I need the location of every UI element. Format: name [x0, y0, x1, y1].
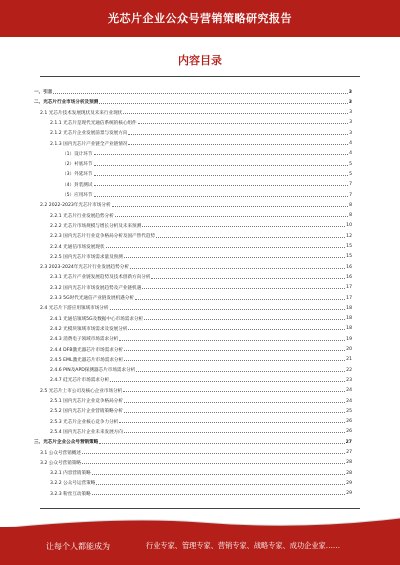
toc-entry-label: 3.2.3 粉丝互动策略: [50, 491, 91, 497]
toc-entry[interactable]: [0, 346, 400, 354]
toc-entry-label: 2.1.3 国内光芯片产业链全产业链情况: [50, 141, 128, 147]
toc-entry-label: 2.2.2 光芯片市场规模与增长分析及未来预测: [50, 223, 142, 229]
toc-entry[interactable]: [0, 376, 400, 384]
toc-leader-dots: [124, 257, 345, 258]
toc-leader-dots: [124, 432, 345, 433]
toc-entry-label: 2.5.4 国内光芯片企业未来发展方向: [50, 429, 123, 435]
toc-entry[interactable]: [0, 356, 400, 364]
toc-entry-page: 27: [346, 450, 352, 455]
toc-entry-label: 2.2.1 光芯片行业发展趋势分析: [50, 213, 114, 219]
toc-leader-dots: [124, 360, 345, 361]
toc-entry[interactable]: [0, 479, 400, 487]
toc-leader-dots: [156, 237, 345, 238]
toc-entry[interactable]: [0, 119, 400, 127]
toc-leader-dots: [136, 371, 345, 372]
toc-leader-dots: [94, 196, 349, 197]
toc-entry[interactable]: [0, 490, 400, 498]
toc-leader-dots: [82, 453, 345, 454]
toc-leader-dots: [142, 226, 345, 227]
toc-entry[interactable]: [0, 407, 400, 415]
toc-leader-dots: [112, 206, 349, 207]
toc-leader-dots: [138, 123, 348, 124]
toc-entry-page: 28: [346, 460, 352, 466]
toc-entry-page: 8: [349, 202, 352, 208]
toc-entry-page: 25: [346, 408, 352, 414]
toc-leader-dots: [96, 484, 345, 485]
toc-entry-label: 2.4.6 PIN及APD探测器芯片市场需求分析: [50, 368, 136, 374]
toc-entry[interactable]: [0, 428, 400, 436]
footer-slogan-right: 行业专家、管理专家、营销专家、战略专家、成功企业家……: [146, 541, 341, 550]
toc-entry-label: 3.2 公众号营销策略: [40, 460, 81, 466]
toc-entry-page: 19: [346, 336, 352, 342]
toc-entry[interactable]: [0, 222, 400, 230]
toc-leader-dots: [124, 350, 345, 351]
toc-entry[interactable]: [0, 315, 400, 323]
toc-entry-label: 2.3 2023-2024年光芯片行业发展趋势分析: [40, 265, 129, 271]
toc-leader-dots: [123, 113, 348, 114]
toc-entry[interactable]: [0, 418, 400, 426]
toc-leader-dots: [94, 154, 349, 155]
toc-entry-page: 5: [349, 171, 352, 177]
toc-entry-label: 2.5.1 国内光芯片企业竞争格局分析: [50, 399, 123, 404]
toc-leader-dots: [110, 309, 346, 310]
toc-entry[interactable]: [0, 140, 400, 148]
toc-entry-label: 2.2 2022-2023年光芯片市场分析: [40, 203, 111, 209]
toc-leader-dots: [99, 443, 344, 444]
toc-entry-page: 16: [346, 274, 352, 280]
toc-entry-page: 15: [346, 254, 352, 260]
toc-entry-label: （3）外延环节: [62, 172, 93, 178]
toc-entry-page: 29: [346, 480, 352, 486]
toc-entry-label: 2.3.2 国内光芯片市场发展趋势及产业链机遇: [50, 285, 142, 291]
toc-entry[interactable]: [0, 243, 400, 251]
toc-entry-page: 7: [349, 182, 352, 188]
toc-leader-dots: [144, 319, 345, 320]
toc-leader-dots: [142, 288, 345, 289]
toc-entry-page: 28: [346, 470, 352, 476]
toc-leader-dots: [128, 134, 348, 135]
toc-entry-page: 3: [348, 89, 352, 95]
toc-leader-dots: [151, 278, 345, 279]
toc-leader-dots: [128, 329, 345, 330]
toc-entry[interactable]: [0, 150, 400, 158]
toc-leader-dots: [94, 185, 349, 186]
toc-entry[interactable]: [0, 181, 400, 189]
toc-entry[interactable]: [0, 387, 400, 395]
toc-entry[interactable]: [0, 459, 400, 467]
toc-entry[interactable]: [0, 273, 400, 281]
toc-entry[interactable]: [0, 129, 400, 137]
toc-entry-label: 3.2.2 公众号运营策略: [50, 481, 96, 487]
toc-entry-label: 2.5 光芯片上市公司及核心企业市场分析: [40, 388, 123, 394]
toc-entry-label: 2.4.2 光模块领域市场需求及发展分析: [50, 326, 128, 332]
toc-entry-page: 3: [349, 110, 352, 116]
toc-leader-dots: [92, 494, 345, 495]
toc-entry-label: 2.4.1 光通信领域5G及数据中心市场需求分析: [50, 316, 144, 322]
toc-bottom-rule: [40, 508, 360, 509]
toc-leader-dots: [128, 144, 348, 145]
toc-entry[interactable]: [0, 294, 400, 302]
toc-entry[interactable]: [0, 325, 400, 333]
toc-entry-page: 10: [346, 223, 352, 229]
toc-leader-dots: [94, 165, 349, 166]
toc-entry-label: 2.4.7 硅光芯片市场需求分析: [50, 378, 110, 384]
toc-entry-label: 2.1.1 光芯片是现代光通信系统的核心组件: [50, 120, 137, 126]
toc-leader-dots: [115, 216, 348, 217]
toc-leader-dots: [94, 175, 349, 176]
toc-entry[interactable]: [0, 438, 400, 446]
toc-entry-page: 23: [346, 377, 352, 383]
toc-entry[interactable]: [0, 98, 400, 106]
toc-entry-label: 一、引言: [34, 90, 53, 95]
toc-leader-dots: [110, 381, 345, 382]
toc-leader-dots: [53, 93, 347, 94]
toc-entry[interactable]: [0, 212, 400, 220]
toc-entry-page: 22: [346, 367, 352, 373]
footer-slogan-left: 让每个人都能成为: [46, 542, 110, 551]
report-title: 光芯片企业公众号营销策略研究报告: [108, 12, 292, 25]
toc-entry-page: 15: [346, 244, 352, 249]
toc-leader-dots: [130, 268, 345, 269]
toc-entry[interactable]: [0, 232, 400, 240]
toc-entry-label: 2.5.3 光芯片企业核心竞争力分析: [50, 419, 119, 425]
toc-leader-dots: [119, 340, 345, 341]
toc-entry-label: 2.4.3 消费电子领域市场需求分析: [50, 337, 119, 343]
toc-entry-label: 三、光芯片企业公众号营销策略: [34, 440, 99, 446]
toc-entry[interactable]: [0, 160, 400, 168]
toc-entry-page: 17: [346, 295, 352, 301]
toc-entry-label: 2.4.4 DFB激光器芯片市场需求分析: [50, 347, 124, 353]
toc-entry-label: 2.2.5 国内光芯片市场需求量及预测: [50, 254, 123, 260]
toc-entry[interactable]: [0, 469, 400, 477]
toc-entry-label: 3.1 公众号营销概述: [40, 450, 81, 456]
toc-entry-page: 20: [346, 347, 352, 352]
toc-leader-dots: [99, 103, 347, 104]
toc-entry-label: 2.1 光芯片技术发展现状及未来行业现状: [40, 110, 123, 116]
toc-entry-page: 18: [346, 316, 352, 322]
toc-entry-page: 5: [349, 161, 352, 167]
toc-entry-page: 18: [346, 326, 352, 332]
toc-entry-page: 29: [346, 491, 352, 497]
toc-entry[interactable]: [0, 397, 400, 405]
toc-entry-page: 27: [345, 439, 352, 445]
toc-entry-page: 8: [349, 213, 352, 219]
toc-entry-label: 2.1.2 光芯片企业发展前景与发展方向: [50, 131, 128, 137]
toc-entry[interactable]: [0, 253, 400, 261]
toc-entry-page: 4: [349, 151, 352, 157]
toc-leader-dots: [135, 299, 345, 300]
toc-entry-page: 3: [349, 120, 352, 126]
toc-entry[interactable]: [0, 88, 400, 96]
toc-leader-dots: [119, 422, 345, 423]
toc-entry[interactable]: [0, 170, 400, 178]
toc-entry-page: 16: [346, 264, 352, 270]
toc-entry-label: 二、光芯片行业市场分析及预测: [34, 100, 99, 106]
toc-leader-dots: [124, 412, 345, 413]
toc-entry[interactable]: [0, 284, 400, 292]
toc-entry[interactable]: [0, 304, 400, 312]
toc-entry-label: 2.2.3 国内光芯片行业竞争格局分析及国产替代趋势: [50, 234, 156, 240]
toc-entry-page: 24: [346, 388, 352, 394]
toc-entry-label: （5）应用环节: [62, 193, 93, 198]
toc-entry-page: 24: [346, 398, 352, 404]
toc-entry[interactable]: [0, 191, 400, 199]
toc-entry-label: 2.3.3 5G时代光通信产业链发展机遇分析: [50, 296, 134, 301]
toc-entry[interactable]: [0, 109, 400, 117]
toc-leader-dots: [124, 402, 345, 403]
toc-entry-page: 3: [348, 99, 352, 105]
toc-leader-dots: [92, 474, 345, 475]
toc-entry[interactable]: [0, 366, 400, 374]
toc-entry-page: 4: [349, 141, 352, 146]
toc-entry-page: 17: [346, 285, 352, 291]
toc-entry-label: 2.3.1 光芯片产业链发展趋势及技术创新方向分析: [50, 275, 151, 281]
toc-entry-page: 7: [349, 192, 352, 198]
toc-entry-label: 3.2.1 内容营销策略: [50, 471, 91, 477]
toc-leader-dots: [82, 463, 345, 464]
toc-entry-label: 2.4.5 EML激光器芯片市场需求分析: [50, 357, 124, 363]
toc-entry-label: （2）衬底环节: [62, 162, 93, 168]
toc-entry[interactable]: [0, 201, 400, 209]
toc-leader-dots: [123, 391, 345, 392]
toc-entry-page: 3: [349, 130, 352, 136]
toc-entry-label: 2.2.4 光通信市场发展现状: [50, 244, 105, 250]
toc-entry-page: 12: [346, 233, 352, 239]
toc-entry[interactable]: [0, 449, 400, 457]
toc-entry-page: 18: [346, 305, 352, 311]
toc-entry[interactable]: [0, 263, 400, 271]
toc-entry-label: 2.4 光芯片下游应用领域市场分析: [40, 306, 109, 312]
toc-entry-label: （4）封装测试: [62, 182, 93, 188]
toc-heading: 内容目录: [178, 54, 222, 67]
toc-entry-label: （1）设计环节: [62, 151, 93, 157]
toc-entry-page: 21: [346, 357, 352, 363]
toc-entry[interactable]: [0, 335, 400, 343]
toc-leader-dots: [106, 247, 346, 248]
toc-entry-label: 2.5.2 国内光芯片企业营销策略分析: [50, 409, 123, 415]
toc-top-rule: [40, 76, 360, 77]
toc-entry-page: 26: [346, 429, 352, 435]
toc-entry-page: 26: [346, 419, 352, 425]
